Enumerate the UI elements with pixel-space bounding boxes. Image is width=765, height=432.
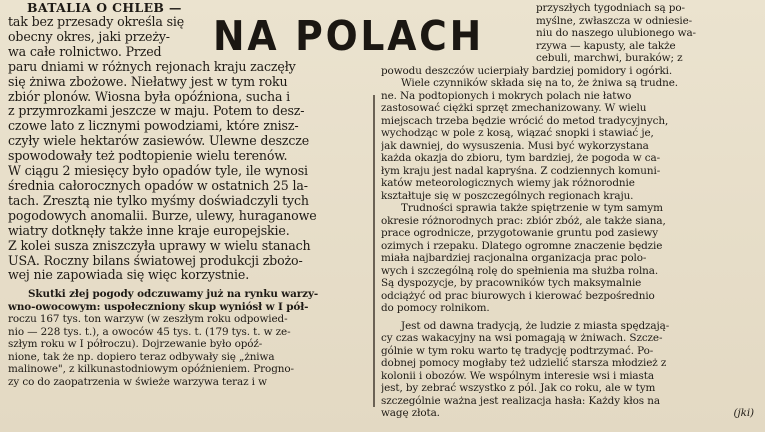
right-line: wychodząc w pole z kosą, wiązać snopki i stawiać je, [381, 127, 654, 139]
right-line: odciążyć od prac biurowych i kierować bezpośrednio [381, 289, 655, 302]
right-line: myślne, zwłaszcza w odniesie- [536, 14, 693, 27]
intro-line: pogodowych anomalii. Burze, ulewy, huraganowe [8, 208, 317, 223]
right-line: Trudności sprawia także spiętrzenie w tym samym [401, 202, 663, 214]
article-headline: NA POLACH [213, 12, 484, 60]
right-line: katów meteorologicznych wiemy jak różnorodnie [381, 177, 635, 189]
article-signature: (jki) [733, 407, 754, 419]
right-line: dobnej pomocy mogłaby też udzielić starsza młodzież z [381, 357, 667, 369]
right-line: łym kraju jest nadal kapryśna. Z codziennych komuni- [381, 164, 661, 177]
intro-line: wej nie zapowiada się więc korzystnie. [8, 268, 250, 283]
small-paragraph-line: wno-owocowym: uspołeczniony skup wyniósł w I pół- [8, 300, 309, 313]
small-paragraph-line: Skutki złej pogody odczuwamy już na rynku warzy- [28, 288, 319, 301]
right-line: powodu deszczów ucierpiały bardziej pomidory i ogórki. [381, 64, 673, 77]
right-line: prace ogrodnicze, przygotowanie gruntu pod zasiewy [381, 227, 659, 239]
intro-line: Z kolei susza zniszczyła uprawy w wielu stanach [8, 238, 311, 253]
small-paragraph-line: nione, tak że np. dopiero teraz odbywały się „żniwa [8, 350, 275, 363]
right-line: cebuli, marchwi, buraków; z [536, 52, 683, 64]
intro-line: wa całe rolnictwo. Przed [8, 44, 162, 59]
right-line: wagę złota. [381, 407, 440, 419]
right-line: przyszłych tygodniach są po- [536, 2, 685, 14]
article-kicker: BATALIA O CHLEB — [27, 0, 182, 15]
right-line: wych i szczególną rolę do spełnienia ma służba rolna. [381, 264, 659, 277]
left-column [8, 0, 368, 388]
right-line: jak dawniej, do wysuszenia. Musi być wykorzystana [381, 139, 649, 152]
small-paragraph-line: malinowe", z kilkunastodniowym opóźnieniem. Progno- [8, 363, 294, 376]
intro-line: obecny okres, jaki przeży- [8, 29, 170, 44]
right-line: cy czas wakacyjny na wsi pomagają w żniwach. Szcze- [381, 332, 663, 344]
intro-line: tak bez przesady określa się [8, 15, 185, 29]
small-paragraph-line: szłym roku w I półroczu). Dojrzewanie było opóź- [8, 338, 263, 351]
right-line: niu do naszego ulubionego wa- [536, 27, 696, 39]
right-line: miała najbardziej racjonalna organizacja prac polo- [381, 252, 647, 264]
intro-line: tach. Zresztą nie tylko myśmy doświadczyli tych [8, 193, 309, 208]
column-rule [373, 95, 375, 407]
right-line: jest, by zebrać wszystko z pól. Jak co roku, ale w tym [381, 382, 656, 394]
right-line: kształtuje się w poszczególnych regionach kraju. [381, 189, 634, 202]
right-line: ne. Na podtopionych i mokrych polach nie łatwo [381, 89, 632, 102]
right-line: Wiele czynników składa się na to, że żniwa są trudne. [401, 77, 679, 89]
intro-line: średnia całorocznych opadów w ostatnich 25 la- [8, 178, 308, 193]
intro-line: USA. Roczny bilans światowej produkcji zbożo- [8, 253, 303, 268]
intro-line: W ciągu 2 miesięcy było opadów tyle, ile wynosi [8, 164, 308, 179]
intro-line: paru dniami w różnych rejonach kraju zaczęły [8, 59, 296, 74]
small-paragraph-line: nio — 228 tys. t.), a owoców 45 tys. t. (179 tys. t. w ze- [8, 325, 291, 338]
right-column [381, 0, 758, 420]
right-line: gólnie w tym roku warto tę tradycję podtrzymać. Po- [381, 344, 654, 357]
intro-line: czyły wiele hektarów zasiewów. Ulewne deszcze [8, 134, 310, 149]
right-line: szczególnie ważna jest realizacja hasła: Każdy kłos na [381, 394, 660, 407]
right-line: do pomocy rolnikom. [381, 302, 490, 314]
right-line: ozimych i rzepaku. Dlatego ogromne znaczenie będzie [381, 239, 663, 252]
intro-line: czowe lato z licznymi powodziami, które znisz- [8, 119, 299, 134]
small-paragraph-line: zy co do zaopatrzenia w świeże warzywa teraz i w [8, 375, 267, 388]
intro-line: z przymrozkami jeszcze w maju. Potem to desz- [8, 104, 305, 119]
intro-line: wiatry dotknęły także inne kraje europejskie. [8, 223, 290, 238]
small-paragraph-line: roczu 167 tys. ton warzyw (w zeszłym roku odpowied- [8, 313, 288, 326]
right-line: Jest od dawna tradycją, że ludzie z miasta spędzają- [401, 319, 670, 332]
right-line: rzywa — kapusty, ale także [536, 39, 676, 52]
intro-line: się żniwa zbożowe. Niełatwy jest w tym roku [8, 74, 288, 89]
right-line: okresie różnorodnych prac: zbiór zbóż, ale także siana, [381, 214, 666, 227]
right-line: miejscach trzeba będzie wrócić do metod tradycyjnych, [381, 114, 669, 127]
right-line: kolonii i obozów. We wspólnym interesie wsi i miasta [381, 369, 654, 382]
right-line: zastosować ciężki sprzęt zmechanizowany. W wielu [381, 102, 647, 114]
intro-line: spowodowały też podtopienie wielu terenów. [8, 149, 288, 164]
intro-line: zbiór plonów. Wiosna była opóźniona, sucha i [8, 89, 291, 104]
right-line: każda okazja do zbioru, tym bardziej, że pogoda w ca- [381, 152, 660, 164]
right-line: Są dyspozycje, by pracowników tych maksymalnie [381, 277, 642, 289]
